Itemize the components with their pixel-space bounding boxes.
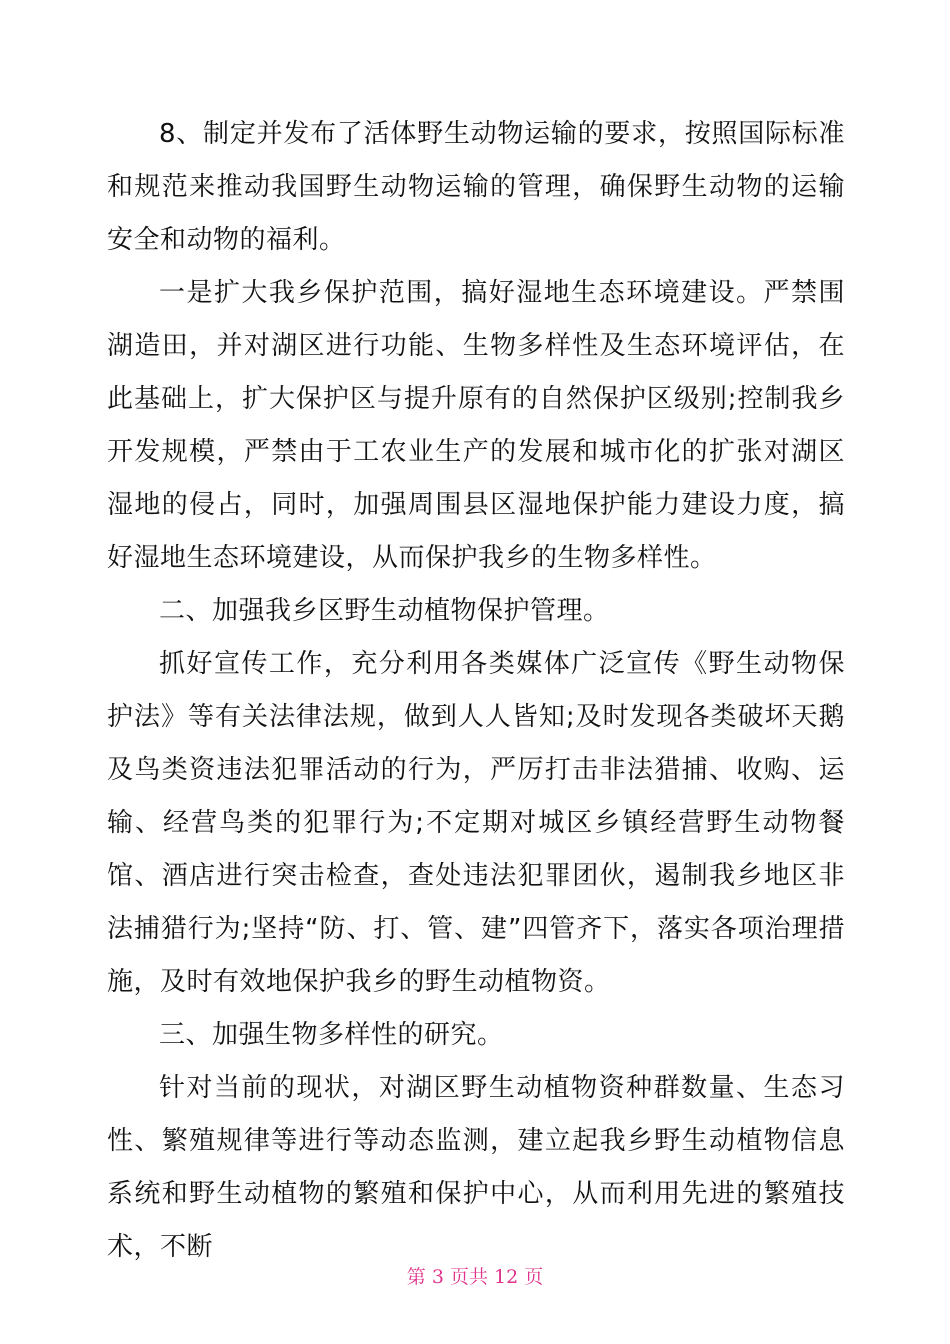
paragraph-item-8: 8、制定并发布了活体野生动物运输的要求，按照国际标准和规范来推动我国野生动物运输的管理，确保野生动物的运输安全和动物的福利。 (107, 119, 845, 255)
paragraph-monitoring: 针对当前的现状，对湖区野生动植物资种群数量、生态习性、繁殖规律等进行等动态监测，建立起我乡野生动植物信息系统和野生动植物的繁殖和保护中心，从而利用先进的繁殖技术，不断 (107, 1073, 845, 1262)
paragraph-wetland-protection: 一是扩大我乡保护范围，搞好湿地生态环境建设。严禁围湖造田，并对湖区进行功能、生物多样性及生态环境评估，在此基础上，扩大保护区与提升原有的自然保护区级别;控制我乡开发规模，严禁由于工农业生产的发展和城市化的扩张对湖区湿地的侵占，同时，加强周围县区湿地保护能力建设力度，搞好湿地生态环境建设，从而保护我乡的生物多样性。 (107, 278, 845, 573)
heading-wildlife-management: 二、加强我乡区野生动植物保护管理。 (159, 596, 610, 626)
page-number-footer: 第 3 页共 12 页 (406, 1266, 544, 1288)
heading-biodiversity-research: 三、加强生物多样性的研究。 (159, 1020, 504, 1050)
document-body (107, 108, 845, 1274)
paragraph-publicity-enforcement: 抓好宣传工作，充分利用各类媒体广泛宣传《野生动物保护法》等有关法律法规，做到人人皆知;及时发现各类破坏天鹅及鸟类资违法犯罪活动的行为，严厉打击非法猎捕、收购、运输、经营鸟类的犯罪行为;不定期对城区乡镇经营野生动物餐馆、酒店进行突击检查，查处违法犯罪团伙，遏制我乡地区非法捕猎行为;坚持“防、打、管、建”四管齐下，落实各项治理措施，及时有效地保护我乡的野生动植物资。 (107, 649, 845, 997)
